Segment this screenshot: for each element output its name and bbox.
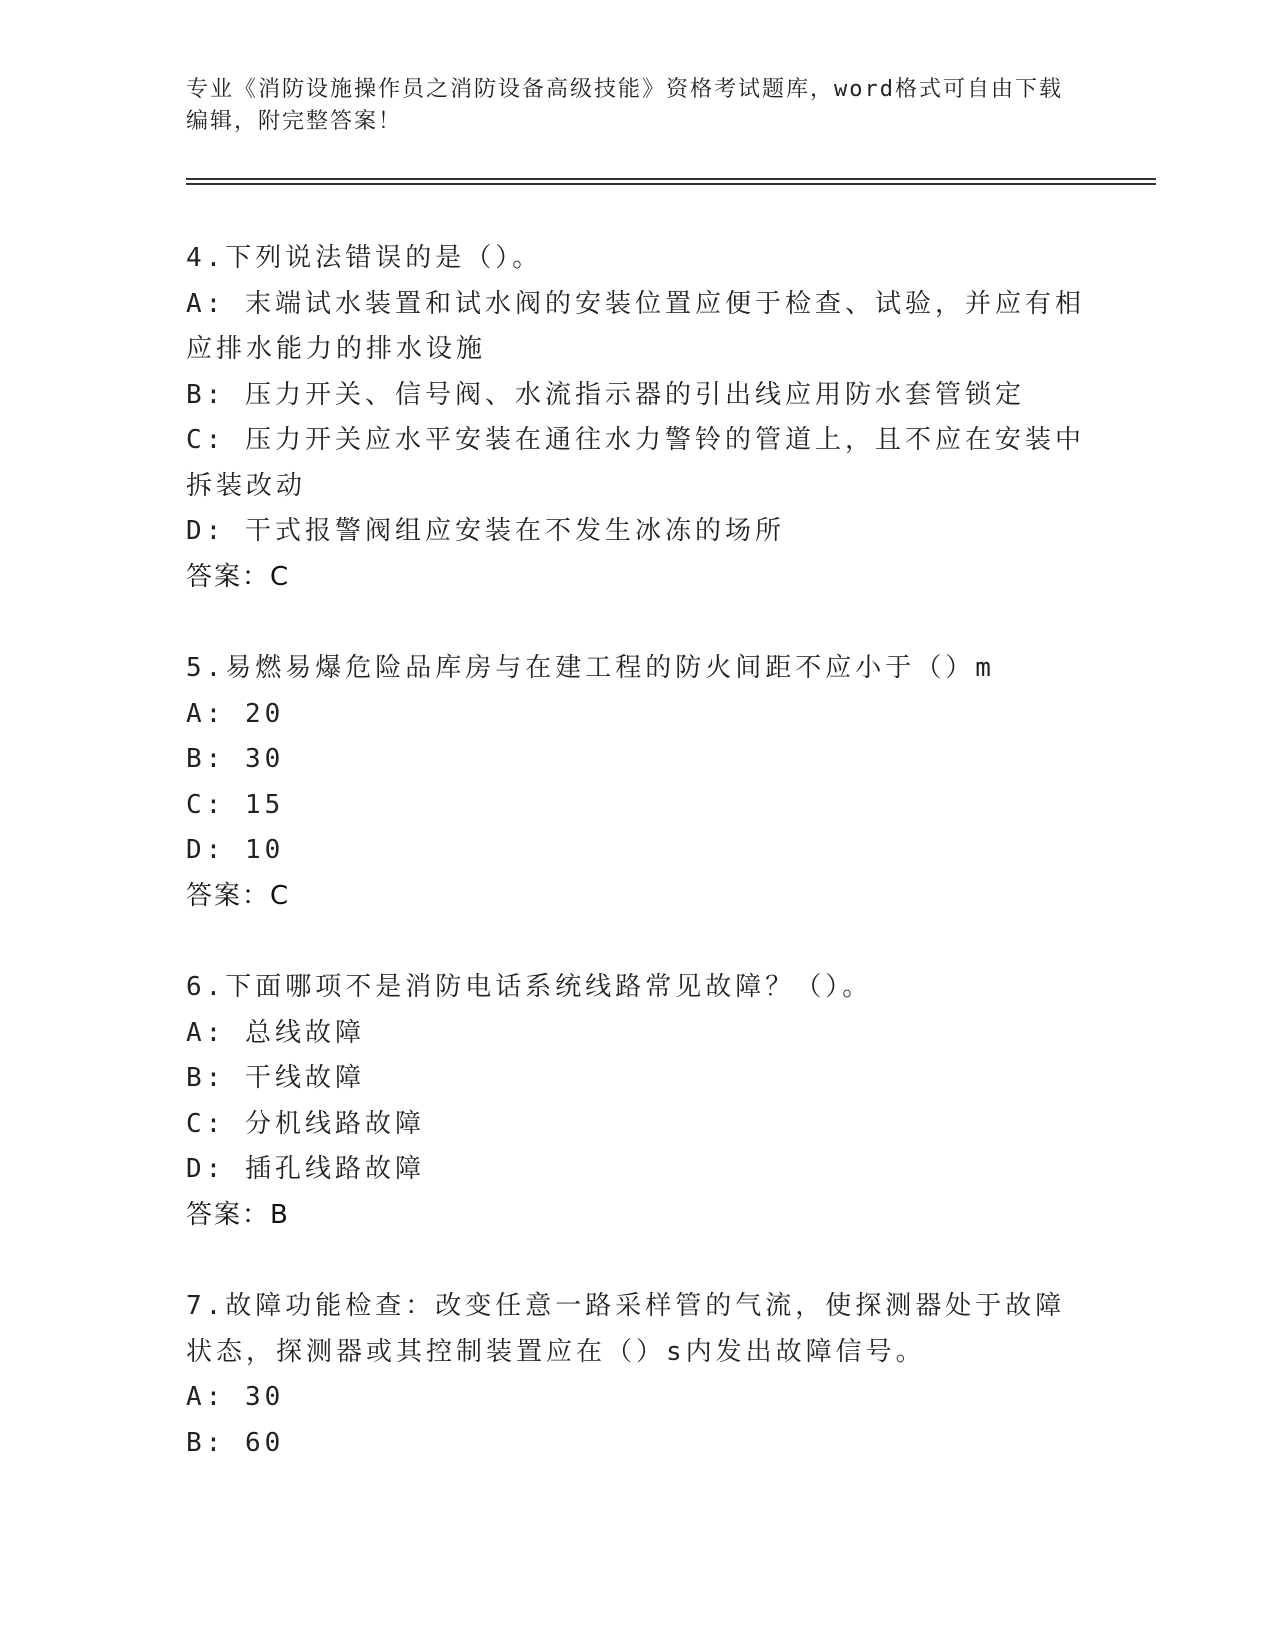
option-a: A: 总线故障 bbox=[186, 1017, 365, 1048]
question-7 bbox=[186, 1284, 1086, 1466]
option-c: C: 15 bbox=[186, 789, 285, 820]
question-6 bbox=[186, 965, 1086, 1238]
option-c: C: 压力开关应水平安装在通往水力警铃的管道上，且不应在安装中拆装改动 bbox=[186, 425, 1085, 501]
option-b: B: 干线故障 bbox=[186, 1063, 365, 1093]
answer-line: 答案：C bbox=[186, 880, 291, 911]
question-stem: 5.易燃易爆危险品库房与在建工程的防火间距不应小于（）m bbox=[186, 653, 995, 683]
option-b: B: 30 bbox=[186, 744, 285, 774]
question-4 bbox=[186, 236, 1086, 600]
option-d: D: 干式报警阀组应安装在不发生冰冻的场所 bbox=[186, 516, 785, 546]
header-divider-bottom bbox=[186, 183, 1156, 185]
option-b: B: 压力开关、信号阀、水流指示器的引出线应用防水套管锁定 bbox=[186, 379, 1025, 410]
option-a: A: 20 bbox=[186, 698, 285, 729]
option-a: A: 30 bbox=[186, 1382, 285, 1412]
question-list bbox=[186, 236, 1086, 1512]
answer-line: 答案：B bbox=[186, 1199, 290, 1230]
question-stem: 4.下列说法错误的是（）。 bbox=[186, 243, 543, 273]
option-c: C: 分机线路故障 bbox=[186, 1108, 425, 1139]
option-d: D: 10 bbox=[186, 835, 285, 865]
option-b: B: 60 bbox=[186, 1427, 285, 1458]
option-a: A: 末端试水装置和试水阀的安装位置应便于检查、试验，并应有相应排水能力的排水设施 bbox=[186, 288, 1085, 364]
answer-line: 答案：C bbox=[186, 561, 291, 592]
question-5 bbox=[186, 646, 1086, 919]
question-stem: 6.下面哪项不是消防电话系统线路常见故障？（）。 bbox=[186, 972, 873, 1002]
option-d: D: 插孔线路故障 bbox=[186, 1154, 425, 1184]
question-stem: 7.故障功能检查：改变任意一路采样管的气流，使探测器处于故障状态，探测器或其控制装置应在（）s内发出故障信号。 bbox=[186, 1291, 1066, 1367]
header-divider-top bbox=[186, 178, 1156, 180]
document-header: 专业《消防设施操作员之消防设备高级技能》资格考试题库，word格式可自由下载编辑，附完整答案！ bbox=[186, 77, 1063, 134]
